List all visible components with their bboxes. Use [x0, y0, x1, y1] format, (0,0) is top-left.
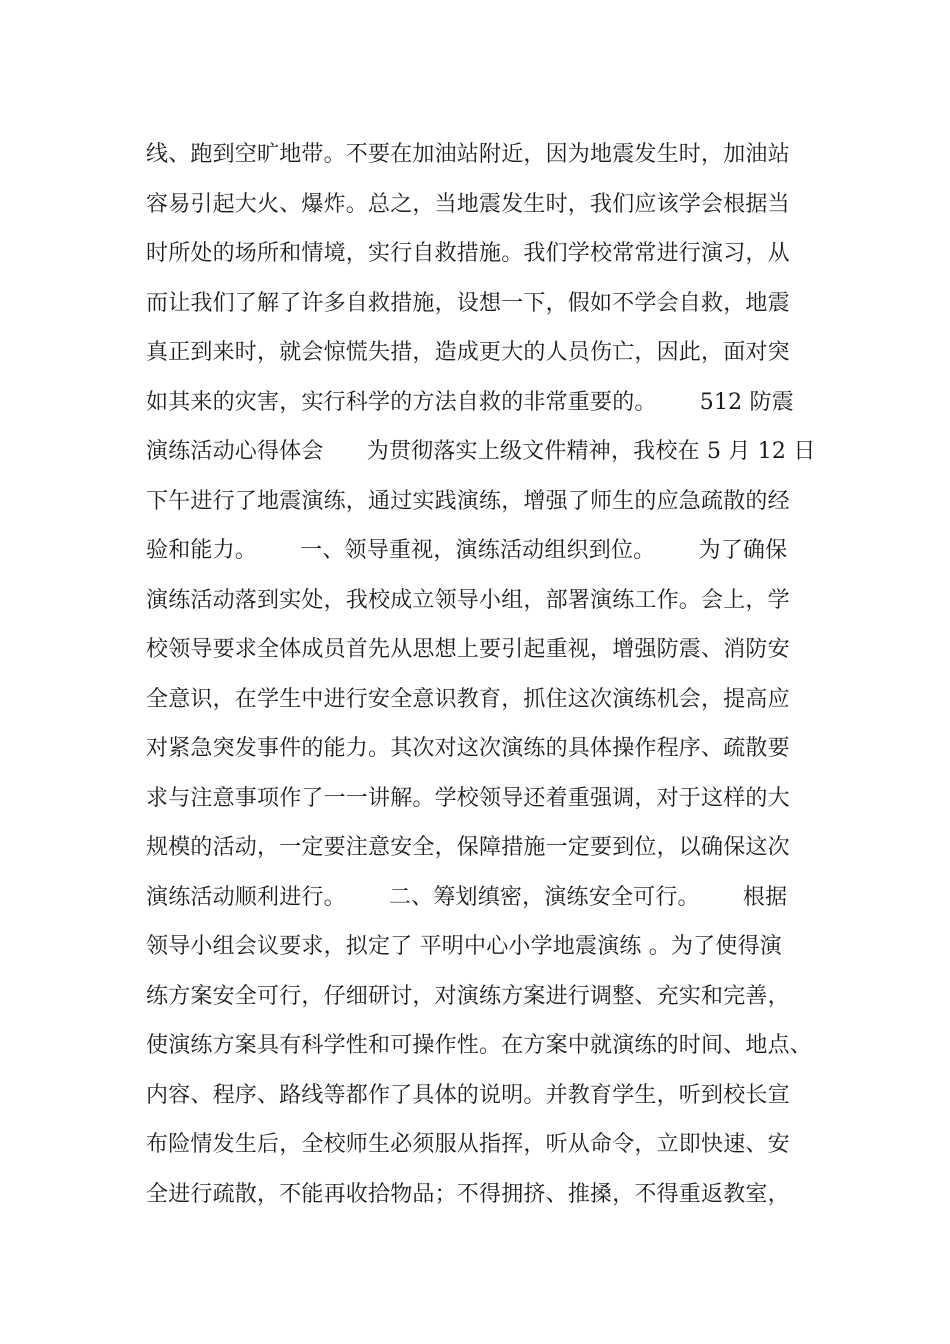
text-line: 如其来的灾害，实行科学的方法自救的非常重要的。 512 防震	[146, 389, 794, 415]
text-line: 求与注意事项作了一一讲解。学校领导还着重强调，对于这样的大	[146, 785, 790, 811]
text-line: 容易引起大火、爆炸。总之，当地震发生时，我们应该学会根据当	[146, 191, 790, 217]
text-line: 使演练方案具有科学性和可操作性。在方案中就演练的时间、地点、	[146, 1033, 813, 1058]
text-line: 线、跑到空旷地带。不要在加油站附近，因为地震发生时，加油站	[146, 142, 790, 167]
text-line: 全进行疏散，不能再收拾物品；不得拥挤、推搡，不得重返教室，	[146, 1181, 790, 1207]
text-line: 下午进行了地震演练，通过实践演练，增强了师生的应急疏散的经	[146, 488, 790, 514]
text-line: 领导小组会议要求，拟定了 平明中心小学地震演练 。为了使得演	[146, 934, 782, 959]
text-line: 而让我们了解了许多自救措施，设想一下，假如不学会自救，地震	[146, 290, 790, 316]
text-line: 对紧急突发事件的能力。其次对这次演练的具体操作程序、疏散要	[146, 736, 790, 761]
text-line: 内容、程序、路线等都作了具体的说明。并教育学生，听到校长宣	[146, 1082, 790, 1108]
text-line: 验和能力。 一、领导重视，演练活动组织到位。 为了确保	[146, 538, 788, 563]
text-line: 练方案安全可行，仔细研讨，对演练方案进行调整、充实和完善，	[146, 983, 790, 1009]
body-text	[146, 130, 816, 1219]
text-line: 规模的活动，一定要注意安全，保障措施一定要到位，以确保这次	[146, 835, 790, 860]
text-line: 演练活动落到实处，我校成立领导小组，部署演练工作。会上，学	[146, 587, 790, 613]
text-line: 布险情发生后，全校师生必须服从指挥，听从命令，立即快速、安	[146, 1132, 790, 1157]
text-line: 校领导要求全体成员首先从思想上要引起重视，增强防震、消防安	[146, 637, 790, 662]
text-line: 演练活动心得体会 为贯彻落实上级文件精神，我校在 5 月 12 日	[146, 439, 816, 464]
text-line: 全意识，在学生中进行安全意识教育，抓住这次演练机会，提高应	[146, 686, 790, 712]
text-line: 时所处的场所和情境，实行自救措施。我们学校常常进行演习，从	[146, 241, 790, 266]
text-line: 真正到来时，就会惊慌失措，造成更大的人员伤亡，因此，面对突	[146, 340, 790, 365]
text-line: 演练活动顺利进行。 二、筹划缜密，演练安全可行。 根据	[146, 884, 788, 910]
